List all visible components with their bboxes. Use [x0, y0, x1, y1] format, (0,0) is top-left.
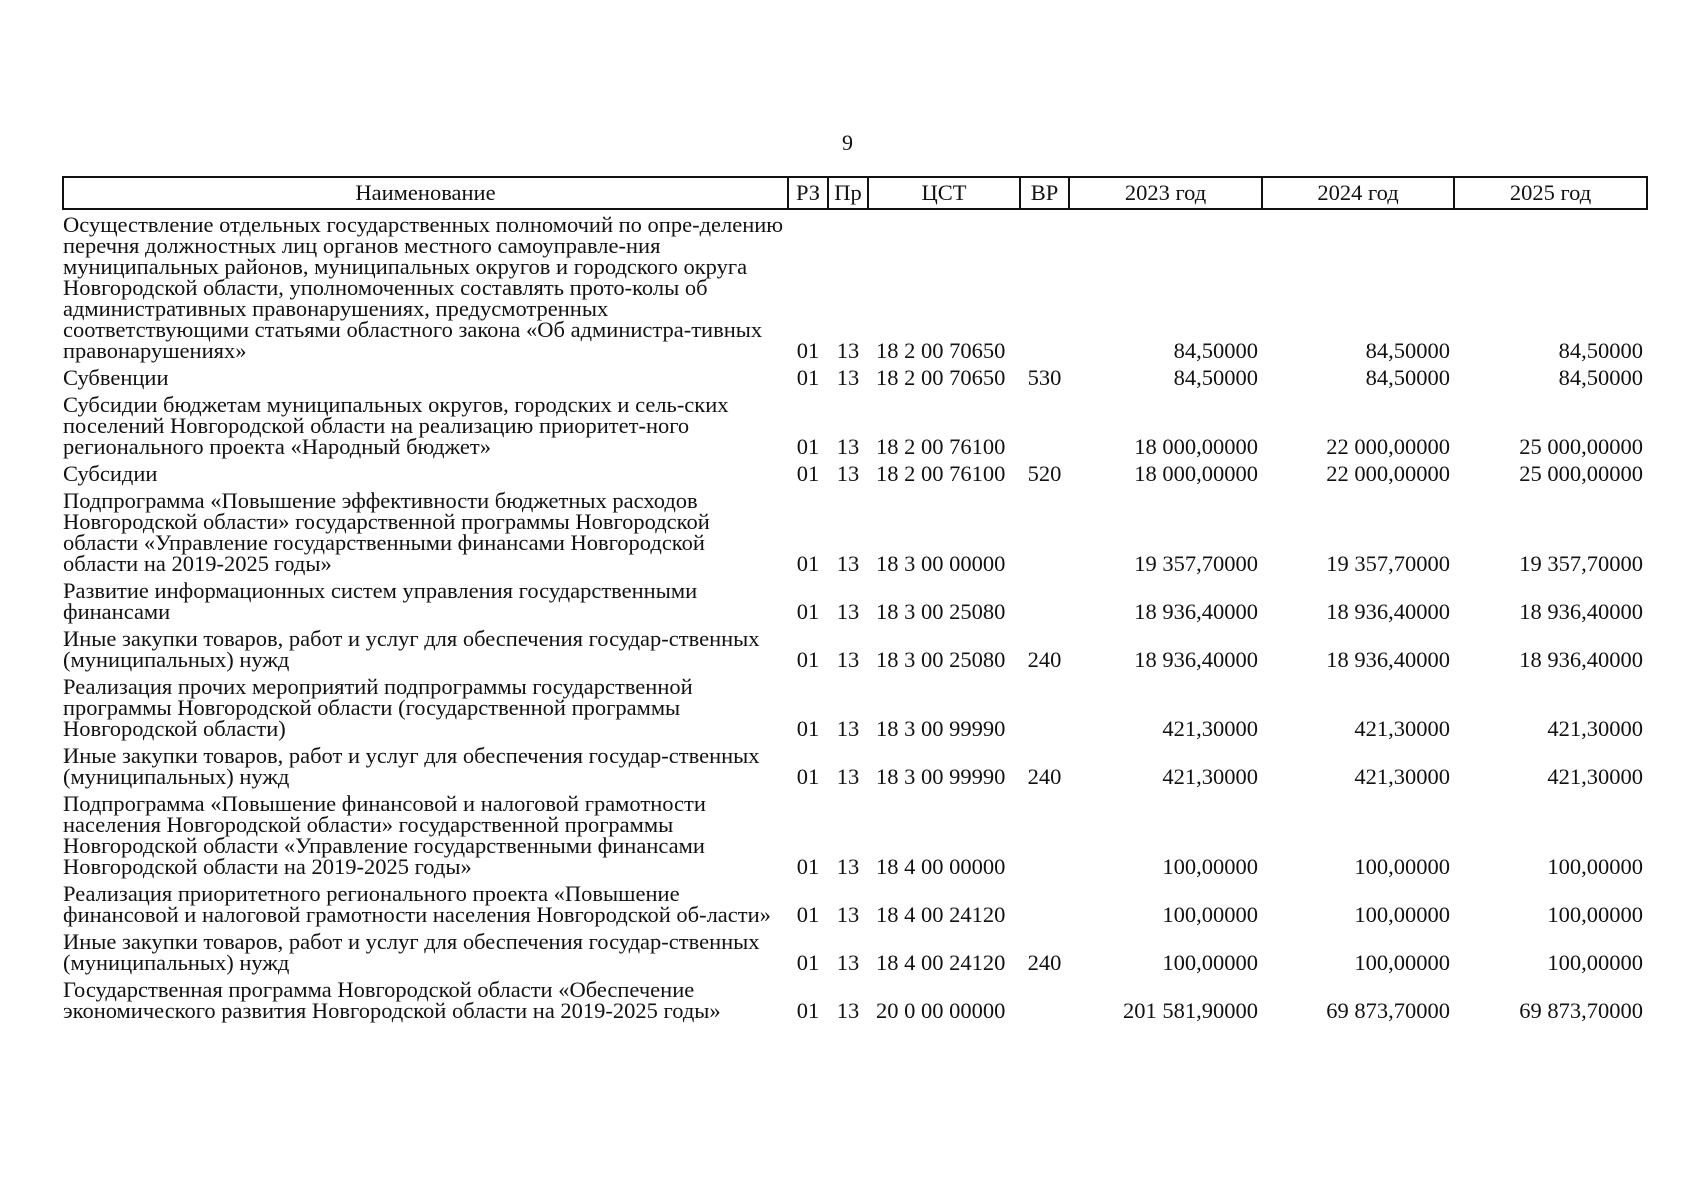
row-name: Иные закупки товаров, работ и услуг для обеспечения государ-ственных (муниципальных) нужд: [63, 743, 760, 789]
table-row: [63, 739, 1647, 787]
row-value-2023: 421,30000: [1162, 764, 1258, 789]
row-value-2023: 201 581,90000: [1123, 998, 1258, 1023]
row-pr: 13: [836, 365, 860, 390]
row-value-2024: 100,00000: [1354, 902, 1450, 927]
row-name: Иные закупки товаров, работ и услуг для обеспечения государ-ственных (муниципальных) нужд: [63, 626, 760, 672]
row-cst: 18 3 00 00000: [876, 551, 1006, 576]
table-row: [63, 457, 1647, 484]
table-row: [63, 787, 1647, 877]
row-value-2025: 100,00000: [1547, 902, 1643, 927]
row-cst: 18 2 00 70650: [876, 365, 1006, 390]
row-value-2025: 421,30000: [1547, 764, 1643, 789]
page-number: 9: [842, 130, 853, 155]
column-header-name: Наименование: [63, 177, 788, 209]
column-header-vr: ВР: [1020, 177, 1069, 209]
row-pr: 13: [836, 461, 860, 486]
row-name: Осуществление отдельных государственных полномочий по опре-делению перечня должностных лиц органов местного самоуправле-ния муниципальных районов, муниципальных округов и городского округа Новгородской области, уполномоченных составлять прото-колы об административных правонарушениях, предусмотренных соответствующими статьями областного закона «Об администра-тивных правонарушениях»: [63, 212, 784, 363]
row-cst: 18 3 00 25080: [876, 599, 1006, 624]
row-value-2024: 69 873,70000: [1326, 998, 1450, 1023]
row-value-2025: 19 357,70000: [1519, 551, 1643, 576]
row-value-2023: 18 936,40000: [1134, 599, 1258, 624]
row-value-2025: 18 936,40000: [1519, 599, 1643, 624]
row-vr: [1020, 388, 1069, 457]
table-row: [63, 361, 1647, 388]
row-value-2023: 421,30000: [1162, 716, 1258, 741]
column-header-2025: 2025 год: [1454, 177, 1647, 209]
row-pr: 13: [836, 764, 860, 789]
table-row: [63, 622, 1647, 670]
row-cst: 18 2 00 76100: [876, 461, 1006, 486]
row-rz: 01: [796, 854, 820, 879]
row-cst: 18 3 00 99990: [876, 716, 1006, 741]
row-rz: 01: [796, 434, 820, 459]
row-pr: 13: [836, 647, 860, 672]
row-value-2025: 421,30000: [1547, 716, 1643, 741]
table-row: [63, 574, 1647, 622]
row-cst: 20 0 00 00000: [876, 998, 1006, 1023]
row-vr: [1020, 877, 1069, 925]
table-row: [63, 925, 1647, 973]
row-value-2025: 84,50000: [1558, 338, 1643, 363]
row-cst: 18 2 00 76100: [876, 434, 1006, 459]
row-value-2024: 100,00000: [1354, 854, 1450, 879]
table-header-row: [63, 177, 1647, 209]
row-cst: 18 4 00 24120: [876, 950, 1006, 975]
row-value-2025: 18 936,40000: [1519, 647, 1643, 672]
row-vr: [1020, 973, 1069, 1021]
row-rz: 01: [796, 950, 820, 975]
row-value-2023: 18 000,00000: [1134, 434, 1258, 459]
column-header-cst: ЦСТ: [868, 177, 1020, 209]
row-vr: 240: [1027, 764, 1062, 789]
row-name: Субсидии: [63, 461, 158, 486]
table-row: [63, 670, 1647, 739]
row-cst: 18 4 00 00000: [876, 854, 1006, 879]
row-name: Субсидии бюджетам муниципальных округов, городских и сель-ских поселений Новгородской области на реализацию приоритет-ного регионального проекта «Народный бюджет»: [63, 392, 729, 459]
row-value-2024: 19 357,70000: [1326, 551, 1450, 576]
row-value-2023: 84,50000: [1173, 365, 1258, 390]
column-header-2024: 2024 год: [1262, 177, 1454, 209]
row-rz: 01: [796, 551, 820, 576]
row-rz: 01: [796, 998, 820, 1023]
row-vr: [1020, 209, 1069, 361]
row-value-2023: 18 936,40000: [1134, 647, 1258, 672]
row-value-2024: 22 000,00000: [1326, 434, 1450, 459]
row-value-2023: 100,00000: [1162, 854, 1258, 879]
row-vr: [1020, 484, 1069, 574]
row-value-2025: 100,00000: [1547, 854, 1643, 879]
row-rz: 01: [796, 599, 820, 624]
row-pr: 13: [836, 854, 860, 879]
table-row: [63, 209, 1647, 361]
row-value-2023: 18 000,00000: [1134, 461, 1258, 486]
table-row: [63, 877, 1647, 925]
row-rz: 01: [796, 764, 820, 789]
row-value-2024: 18 936,40000: [1326, 599, 1450, 624]
column-header-pr: Пр: [828, 177, 868, 209]
table-row: [63, 388, 1647, 457]
row-vr: [1020, 574, 1069, 622]
row-pr: 13: [836, 998, 860, 1023]
row-name: Субвенции: [63, 365, 169, 390]
row-value-2024: 84,50000: [1365, 338, 1450, 363]
row-cst: 18 3 00 25080: [876, 647, 1006, 672]
row-value-2024: 421,30000: [1354, 764, 1450, 789]
row-value-2024: 18 936,40000: [1326, 647, 1450, 672]
row-value-2023: 100,00000: [1162, 902, 1258, 927]
row-cst: 18 2 00 70650: [876, 338, 1006, 363]
row-vr: [1020, 670, 1069, 739]
row-value-2023: 100,00000: [1162, 950, 1258, 975]
row-value-2024: 22 000,00000: [1326, 461, 1450, 486]
table-row: [63, 484, 1647, 574]
row-rz: 01: [796, 461, 820, 486]
row-name: Подпрограмма «Повышение финансовой и налоговой грамотности населения Новгородской области» государственной программы Новгородской области «Управление государственными финансами Новгородской области на 2019-2025 годы»: [63, 791, 706, 879]
row-cst: 18 3 00 99990: [876, 764, 1006, 789]
table-row: [63, 973, 1647, 1021]
row-value-2025: 25 000,00000: [1519, 434, 1643, 459]
row-value-2024: 84,50000: [1365, 365, 1450, 390]
row-name: Государственная программа Новгородской области «Обеспечение экономического развития Новгородской области на 2019-2025 годы»: [63, 977, 721, 1023]
row-value-2023: 19 357,70000: [1134, 551, 1258, 576]
column-header-2023: 2023 год: [1069, 177, 1262, 209]
row-name: Реализация прочих мероприятий подпрограммы государственной программы Новгородской области (государственной программы Новгородской области): [63, 674, 693, 741]
row-value-2024: 421,30000: [1354, 716, 1450, 741]
row-value-2025: 84,50000: [1558, 365, 1643, 390]
row-value-2025: 69 873,70000: [1519, 998, 1643, 1023]
row-vr: 530: [1027, 365, 1062, 390]
row-rz: 01: [796, 338, 820, 363]
row-pr: 13: [836, 716, 860, 741]
row-vr: 240: [1027, 950, 1062, 975]
row-vr: 240: [1027, 647, 1062, 672]
row-pr: 13: [836, 551, 860, 576]
row-value-2025: 100,00000: [1547, 950, 1643, 975]
row-pr: 13: [836, 902, 860, 927]
row-rz: 01: [796, 647, 820, 672]
row-rz: 01: [796, 365, 820, 390]
row-name: Подпрограмма «Повышение эффективности бюджетных расходов Новгородской области» государственной программы Новгородской области «Управление государственными финансами Новгородской области на 2019-2025 годы»: [63, 488, 710, 576]
row-value-2024: 100,00000: [1354, 950, 1450, 975]
row-vr: 520: [1027, 461, 1062, 486]
row-cst: 18 4 00 24120: [876, 902, 1006, 927]
row-rz: 01: [796, 902, 820, 927]
row-name: Реализация приоритетного регионального проекта «Повышение финансовой и налоговой грамотности населения Новгородской об-ласти»: [63, 881, 771, 927]
row-name: Развитие информационных систем управления государственными финансами: [63, 578, 698, 624]
row-value-2025: 25 000,00000: [1519, 461, 1643, 486]
row-vr: [1020, 787, 1069, 877]
row-pr: 13: [836, 434, 860, 459]
row-value-2023: 84,50000: [1173, 338, 1258, 363]
budget-table: [62, 176, 1648, 1021]
row-pr: 13: [836, 599, 860, 624]
row-pr: 13: [836, 338, 860, 363]
row-rz: 01: [796, 716, 820, 741]
row-pr: 13: [836, 950, 860, 975]
column-header-rz: РЗ: [788, 177, 828, 209]
row-name: Иные закупки товаров, работ и услуг для обеспечения государ-ственных (муниципальных) нужд: [63, 929, 760, 975]
